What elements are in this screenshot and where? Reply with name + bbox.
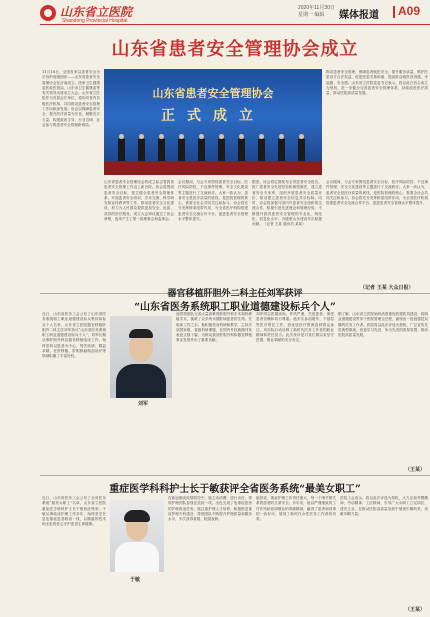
person-figure [118, 139, 125, 161]
portrait-coat [115, 542, 159, 572]
header-rule [40, 24, 430, 25]
article3-col3: 她常说，重症护理工作责任重大，每一个细节都关系着患者的生命安全。多年来，她以严谨细致的工作作风和爱岗敬业的奉献精神，赢得了患者和同事的一致好评，展现了新时代女性医务工作者的风采。 [256, 496, 336, 522]
person-figure [198, 139, 205, 161]
article2-col1: 近日，山东省医务工会公布了山东省医务系统职工职业道德建设标兵集体和标兵个人名单，山东省立医院器官移植肝胆外二科主任刘军获评“山东省医务系统职工职业道德建设标兵个人”。刘军长期从事肝胆外科及器官移植临床工作，始终坚持以患者为中心，刻苦钻研、精益求精，在肝移植、肝胆肿瘤微创治疗等领域积累了丰富经验。 [42, 312, 106, 359]
article2-portrait [110, 316, 172, 398]
article1-title: 山东省患者安全管理协会成立 [111, 39, 359, 60]
hospital-seal-icon [40, 5, 56, 21]
person-figure [218, 139, 225, 161]
article3-col4: 医院工会表示，将以此次评选为契机，大力弘扬劳模精神、劳动精神、工匠精神，引导广大女职工立足岗位、建功立业，在推动医院高质量发展中展现巾帼风采，贡献巾帼力量。 [340, 496, 428, 516]
article1-byline: （记者 王某 大众日报） [360, 285, 414, 291]
article1-col4: 据悉，协会将定期发布全省患者安全报告，推广患者安全先进经验和典型做法，建立患者安全专家库，组织开展患者安全质量评价，推动建立患者安全信息共享机制。同时，协会将加强与国内外患者安全组织的交流合作，积极引进先进理念和管理经验，不断提升我省患者安全管理的专业化、规范化、信息化水平，为健康山东建设作出积极贡献。（记者 王某 通讯员 某某） [252, 180, 322, 227]
article3-col1: 近日，山东省医务工会公布了全省医务系统“最美女职工”名单，山东省立医院重症医学科科护士长于敏获此殊荣。于敏从事临床护理工作多年，始终坚守在急危重症患者救治一线，以精湛的技术和无私的爱心守护患者生命健康。 [42, 496, 106, 527]
section-title: 媒体报道 [339, 10, 379, 21]
article1-col5b: 会议期间，与会专家围绕患者安全目标、医疗风险防控、不良事件管理、安全文化建设等主题进行了交流研讨。大家一致认为，患者安全是医疗质量的底线，是医院管理的核心，需要全社会共同关注和参与。协会将充分发挥桥梁纽带作用，为全省医疗机构搭建患者安全交流合作平台，促进患者安全管理水平整体提升。 [326, 180, 428, 206]
logo-en: Shandong Provincial Hospital [62, 18, 128, 24]
person-figure [178, 139, 185, 161]
article3-title: 重症医学科科护士长于敏获评全省医务系统“最美女职工” [109, 484, 361, 495]
article2-title: “山东省医务系统职工职业道德建设标兵个人” [134, 302, 336, 313]
portrait-hair [124, 510, 150, 522]
article1-photo [104, 69, 322, 175]
person-figure [238, 139, 245, 161]
article2-byline: （王某） [405, 467, 426, 473]
logo-text: 山东省立医院 [60, 5, 133, 19]
stage-floor [104, 161, 322, 175]
article2-col2: 他带领团队完成大量高难度肝胆外科手术和肝移植手术，挽救了众多终末期肝病患者的生命。在临床工作之余，他积极投身科研和教学，主持多项国家级、省级科研课题，在国内外权威期刊发表论文数十篇，为推动我省肝胆外科和器官移植事业发展作出了重要贡献。 [176, 312, 252, 343]
article2-kicker: 器官移植肝胆外二科主任刘军获评 [167, 289, 303, 299]
article2-caption: 刘军 [138, 401, 149, 407]
section-divider [393, 6, 395, 18]
article1-col1: 11月18日，全国首家以患者安全为宗旨的省级团体——山东省患者安全管理协会在济南成立。国家卫生健康委医政医管局、山东省卫生健康委等有关领导出席成立大会。山东省立医院作为首届会长单位，将协同省内各级医疗机构，共同推动患者安全管理工作向纵深发展。协会以保障患者安全、提升医疗质量为宗旨，凝聚各方力量，构建政府主导、行业自律、社会参与的患者安全管理新格局。 [42, 70, 100, 127]
article1-col3: 会议期间，与会专家围绕患者安全目标、医疗风险防控、不良事件管理、安全文化建设等主题进行了交流研讨。大家一致认为，患者安全是医疗质量的底线，是医院管理的核心，需要全社会共同关注和参与。协会将充分发挥桥梁纽带作用，为全省医疗机构搭建患者安全交流合作平台，促进患者安全管理水平整体提升。 [178, 180, 248, 222]
photo-banner-sub: 正式成立 [161, 108, 265, 124]
article3-caption: 于敏 [130, 577, 141, 583]
article2-col4: 据了解，山东省立医院始终高度重视医德医风建设，将职业道德建设贯穿于医院管理全过程，涌现出一批批德技双馨的医务工作者。医院将以此次评选为契机，广泛宣传先进典型事迹，营造学习先进、争当先进的浓厚氛围，推动医院高质量发展。 [338, 312, 428, 338]
article3-portrait [110, 500, 164, 572]
photo-banner-text: 山东省患者安全管理协会 [152, 87, 274, 100]
article1-col2: 山东省患者安全管理协会的成立标志着我省患者安全管理工作迈上新台阶。协会将围绕患者安全目标，建立健全患者安全管理体系，开展患者安全培训、学术交流、科学研究和宣传教育等工作，推动患者安全文化建设，努力为人民群众提供更加安全、优质、高效的医疗服务。成立大会审议通过了协会章程，选举产生了第一届理事会和监事会。 [104, 180, 174, 222]
article1-col5: 推动患者安全管理，保障患者就医安全，提升服务质量，维护医患双方合法权益，促进医患关系和谐，提高群众就医获得感、幸福感、安全感。山东省立医院党委书记表示，将以此次协会成立为契机，进一步健全完善患者安全管理体系，持续改进医疗质量，推动医院高质量发展。 [326, 70, 428, 96]
portrait-hair [129, 329, 153, 338]
person-figure [258, 139, 265, 161]
page-number: A09 [398, 4, 421, 18]
portrait-suit [116, 364, 166, 398]
issue-date: 2020年11月30日 星期一 编辑 [298, 5, 335, 18]
article3-byline: （王某） [405, 607, 426, 613]
person-figure [138, 139, 145, 161]
person-figure [158, 139, 165, 161]
section-rule [40, 475, 430, 476]
person-figure [298, 139, 305, 161]
article3-col2: 在新冠肺炎疫情防控中，她主动请缨，逆行出征，带领护理团队奋战在抗疫一线，出色完成了危重症患者的护理救治任务。她注重护理人才培养，积极推进重症护理专科建设，带领团队不断提升护理质量和服务水平，多次获得省级、院级表彰。 [168, 496, 252, 522]
article2-col3: 刘军同志医德高尚，作风严谨，关爱患者，深受患者信赖和同行尊重。他多次参加援外、下基层等医疗帮扶工作，将优质医疗资源送到群众身边，用实际行动诠释了新时代医务工作者的职业精神和责任担当。此次获评是对其长期以来坚守医德、敬业奉献的充分肯定。 [256, 312, 334, 343]
person-figure [278, 139, 285, 161]
masthead [0, 0, 430, 30]
